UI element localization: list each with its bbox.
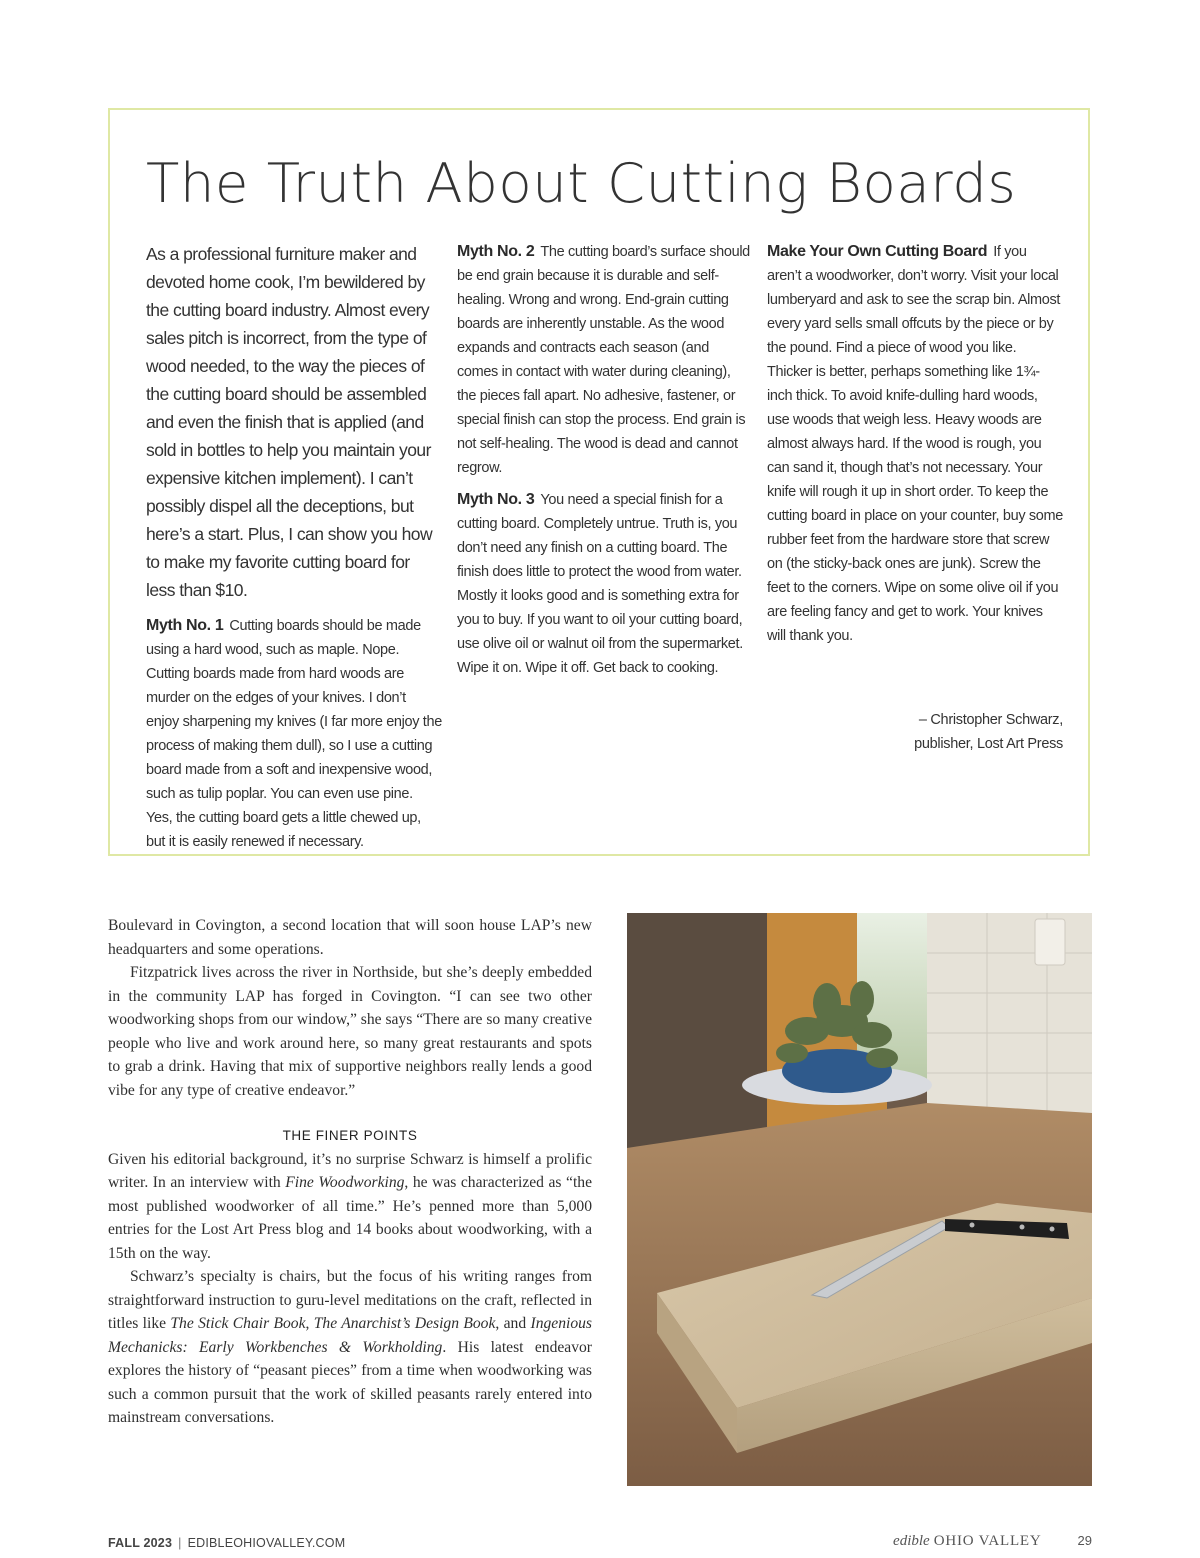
p3-title-fine-woodworking: Fine Woodworking [285, 1174, 405, 1191]
tile-wall [927, 913, 1092, 1133]
article-paragraph-3 [108, 1148, 592, 1266]
author-credit [767, 708, 1063, 756]
sidebar-title: The Truth About Cutting Boards [146, 152, 1017, 215]
section-heading: THE FINER POINTS [282, 1128, 418, 1143]
outlet [1035, 919, 1065, 965]
p4-sep-2: , and [495, 1315, 531, 1332]
footer-issue: FALL 2023 [108, 1536, 173, 1550]
credit-role: publisher, Lost Art Press [914, 736, 1063, 752]
p4-sep-1: , [305, 1315, 314, 1332]
footer-right [893, 1533, 1092, 1550]
make-your-own-text: If you aren’t a woodworker, don’t worry. Visit your local lumberyard and ask to see the scrap bin. Almost every yard sells small offcuts by the piece or by the pound. Find a piece of wood you like. Thicker is better, perhaps something like 1¾-inch thick. To avoid knife-dulling hard woods, use woods that weigh less. Heavy woods are almost always hard. If the wood is rough, you can sand it, though that’s not necessary. Your knife will rough it up in short order. To keep the cutting board in place on your counter, buy some rubber feet from the hardware store that screw on (the sticky-back ones are junk). Screw the feet to the corners. Wipe on some olive oil if you are feeling fancy and get to work. Your knives will thank you. [767, 244, 1063, 644]
cutting-board-photo [627, 913, 1092, 1486]
footer-region: OHIO VALLEY [933, 1533, 1042, 1549]
article-body [108, 914, 592, 1430]
make-your-own-lead: Make Your Own Cutting Board [767, 243, 988, 260]
p4-text-b: . His latest endeavor explores the history of “peasant pieces” from a time when woodworking was such a common pursuit that the work of skilled peasants rarely entered into mainstream conversations. [108, 1338, 592, 1426]
p3-text-b: , he was characterized as “the most published woodworker of all time.” He’s penned more than 5,000 entries for the Lost Art Press blog and 14 books about woodworking, with a 15th on the way. [108, 1174, 592, 1262]
p4-text-a: Schwarz’s specialty is chairs, but the focus of his writing ranges from straightforward instruction to guru-level meditations on the craft, reflected in titles like [108, 1268, 592, 1332]
myth-2 [457, 240, 753, 480]
myth-1-text: Cutting boards should be made using a hard wood, such as maple. Nope. Cutting boards made from hard woods are murder on the edges of your knives. I don’t enjoy sharpening my knives (I far more enjoy the process of making them dull), so I use a cutting board made from a soft and inexpensive wood, such as tulip poplar. You can even use pine. Yes, the cutting board gets a little chewed up, but it is easily renewed if necessary. [146, 618, 442, 850]
article-paragraph-1: Boulevard in Covington, a second location that will soon house LAP’s new headquarters and some operations. [108, 917, 592, 958]
article-paragraph-2: Fitzpatrick lives across the river in Northside, but she’s deeply embedded in the community LAP has forged in Covington. “I can see two other woodworking shops from our window,” she says “There are so many creative people who live and work around here, so many great restaurants and spots to grab a drink. Having that mix of supportive neighbors really lends a good vibe for any type of creative endeavor.” [108, 964, 592, 1099]
page-number: 29 [1077, 1533, 1092, 1548]
p4-title-1: The Stick Chair Book [170, 1315, 306, 1332]
myth-1 [146, 614, 442, 854]
footer-left [108, 1536, 345, 1550]
myth-2-lead: Myth No. 2 [457, 243, 535, 260]
make-your-own [767, 240, 1063, 648]
p3-text-a: Given his editorial background, it’s no surprise Schwarz is himself a prolific writer. In an interview with [108, 1150, 592, 1191]
left-wall [627, 913, 777, 1153]
sidebar-column-1 [146, 240, 442, 862]
p4-title-2: The Anarchist’s Design Book [313, 1315, 496, 1332]
myth-1-lead: Myth No. 1 [146, 617, 224, 634]
footer-separator: | [178, 1536, 182, 1550]
sidebar-box [108, 108, 1090, 856]
sidebar-column-3 [767, 240, 1063, 756]
article-paragraph-4 [108, 1265, 592, 1430]
sidebar-intro: As a professional furniture maker and devoted home cook, I’m bewildered by the cutting board industry. Almost every sales pitch is incorrect, from the type of wood needed, to the way the pieces of the cutting board should be assembled and even the finish that is applied (and sold in bottles to help you maintain your expensive kitchen implement). I can’t possibly dispel all the deceptions, but here’s a start. Plus, I can show you how to make my favorite cutting board for less than $10. [146, 244, 433, 600]
myth-3-text: You need a special finish for a cutting board. Completely untrue. Truth is, you don’t need any finish on a cutting board. The finish does little to protect the wood from water. Mostly it looks good and is something extra for you to buy. If you want to oil your cutting board, use olive oil or walnut oil from the supermarket. Wipe it on. Wipe it off. Get back to cooking. [457, 492, 743, 676]
footer-site: EDIBLEOHIOVALLEY.COM [187, 1536, 346, 1550]
myth-2-text: The cutting board’s surface should be end grain because it is durable and self-healing. Wrong and wrong. End-grain cutting boards are inherently unstable. As the wood expands and contracts each season (and comes in contact with water during cleaning), the pieces fall apart. No adhesive, fastener, or special finish can stop the process. End grain is not self-healing. The wood is dead and cannot regrow. [457, 244, 750, 476]
credit-name: – Christopher Schwarz, [918, 712, 1063, 728]
myth-3 [457, 488, 753, 680]
p4-title-3: Ingenious Mechanicks: Early Workbenches & Workholding [108, 1315, 592, 1356]
footer-brand: edible [893, 1533, 930, 1549]
myth-3-lead: Myth No. 3 [457, 491, 535, 508]
photo-illustration [627, 913, 1092, 1486]
sidebar-column-2 [457, 240, 753, 688]
